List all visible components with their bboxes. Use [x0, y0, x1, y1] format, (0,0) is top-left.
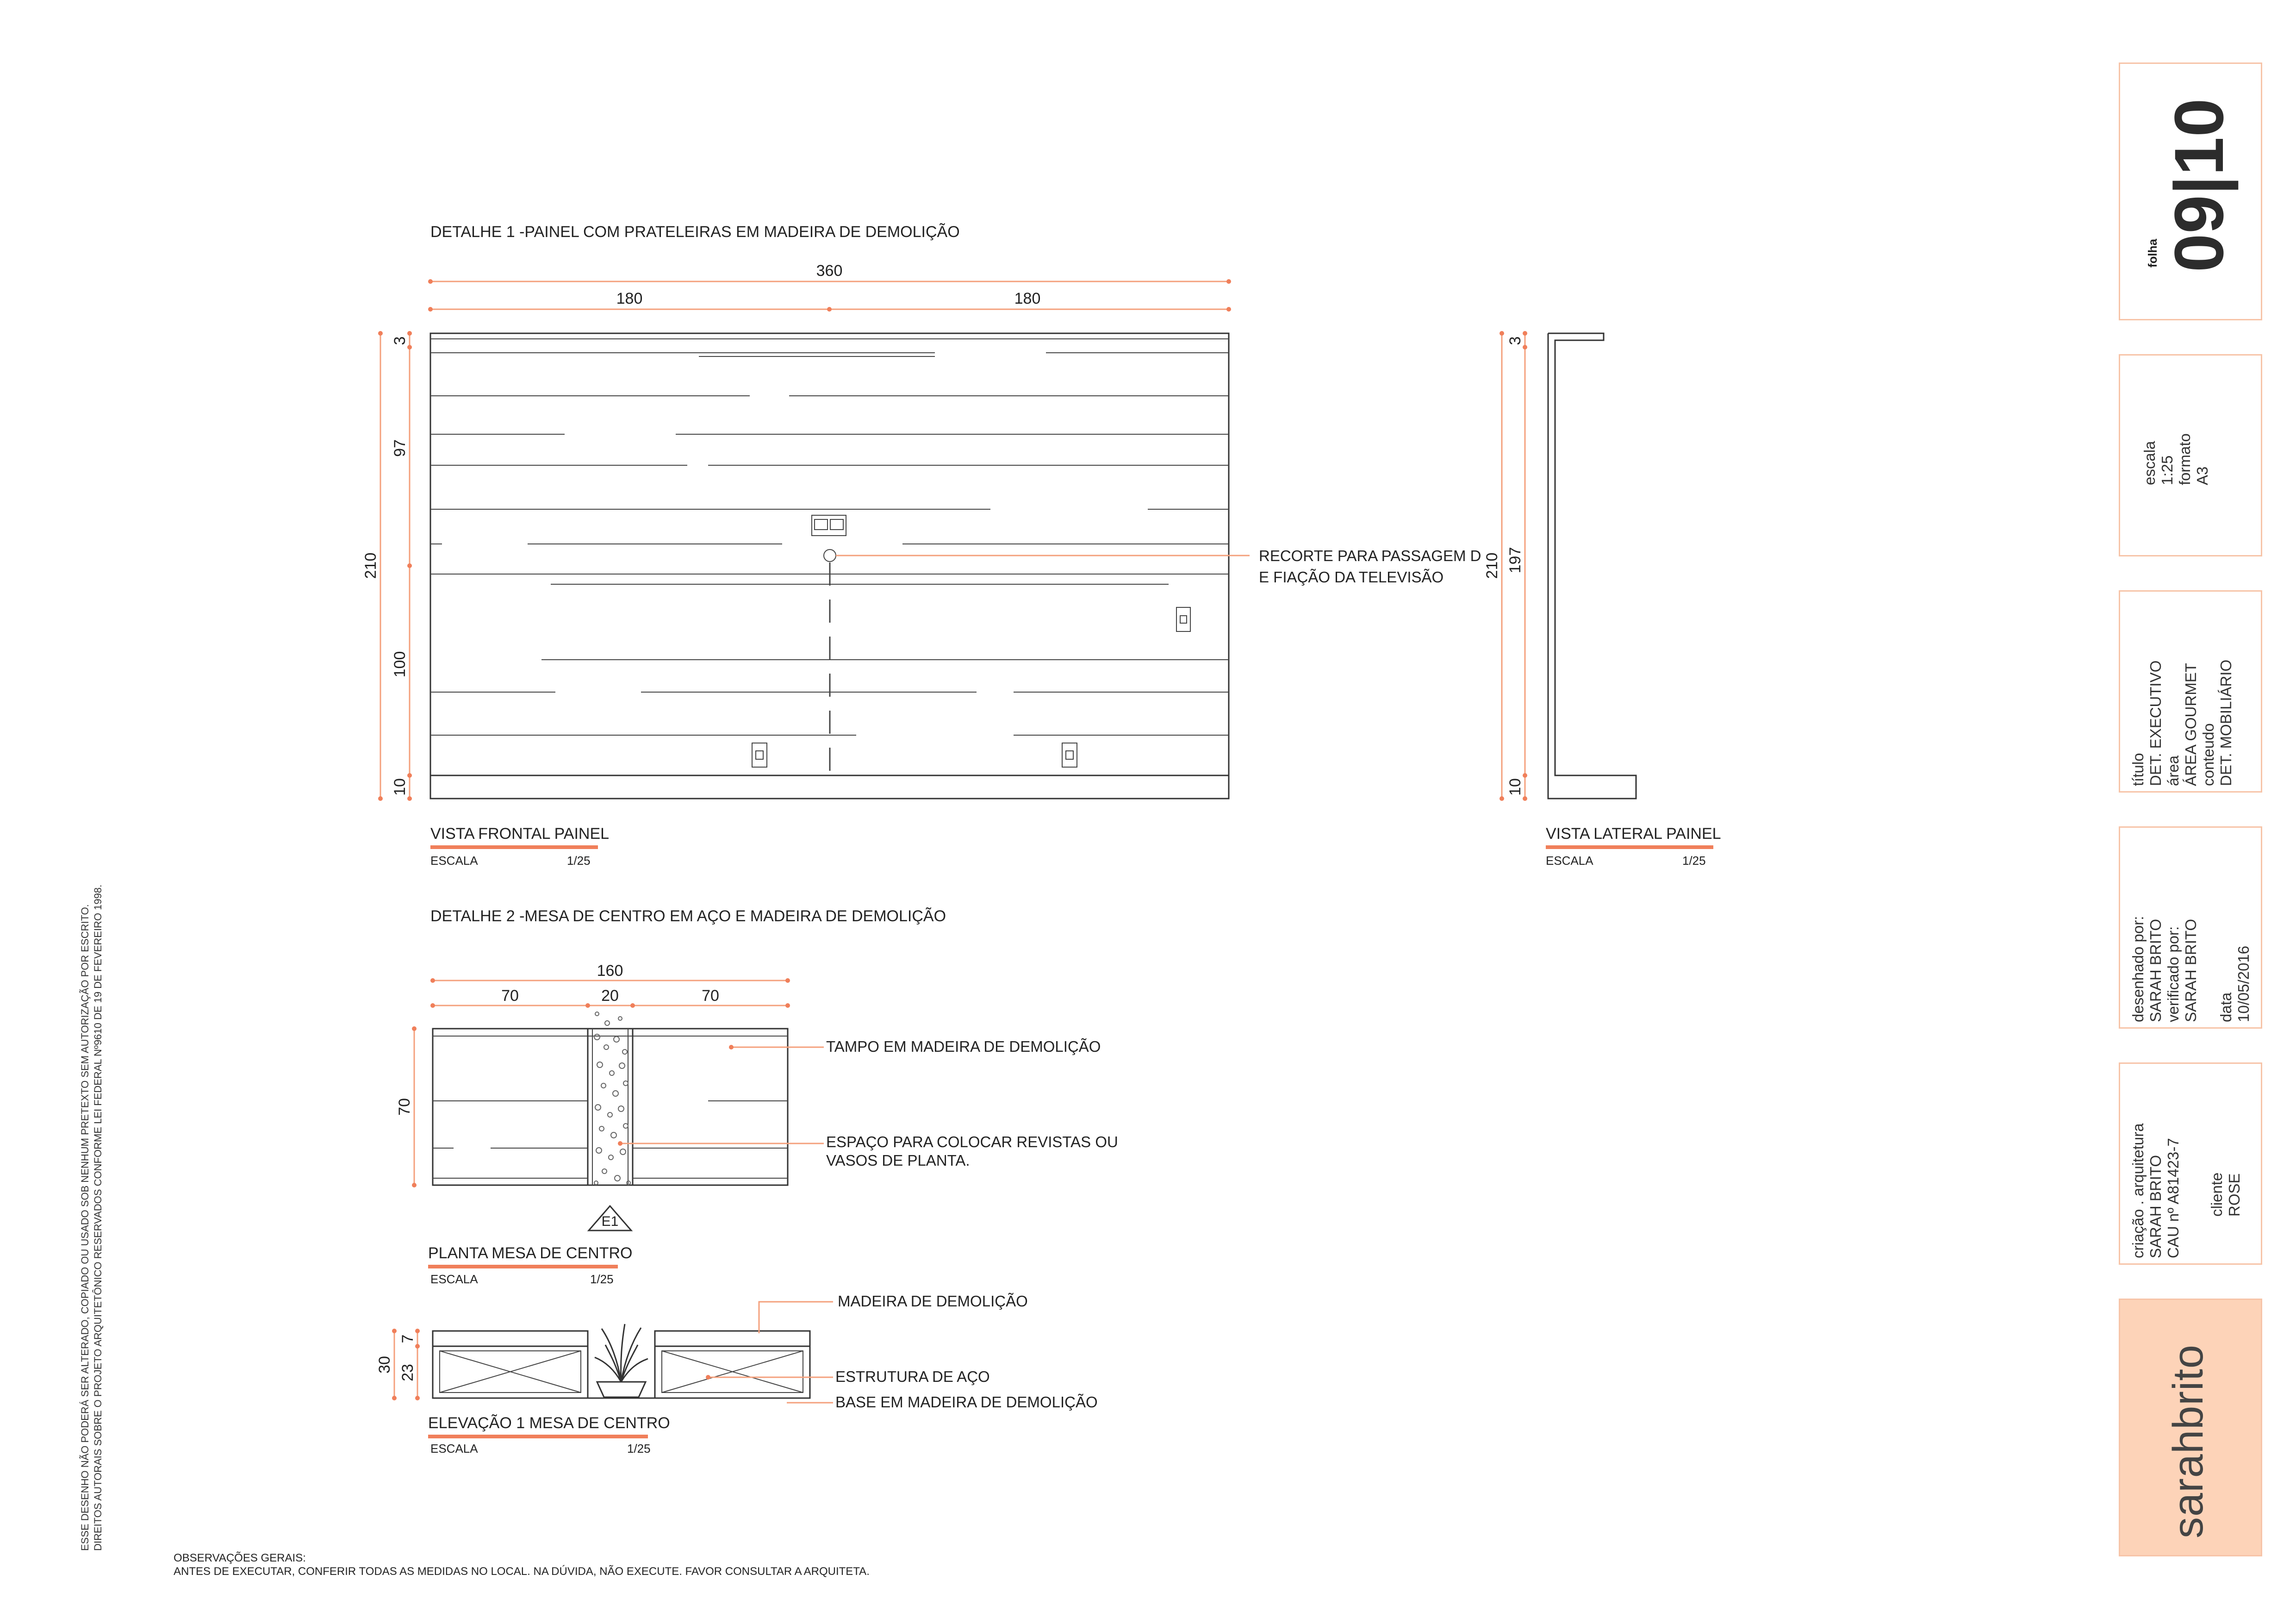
table-dim-right: 70: [702, 987, 719, 1005]
creation-value: SARAH BRITO: [2147, 1155, 2164, 1258]
content-label: conteudo: [2200, 723, 2217, 786]
sheet-number: 09|10: [2160, 98, 2238, 272]
wood-leader: [759, 1302, 833, 1333]
author-block: [2129, 1123, 2182, 1258]
elevation-scale-label: ESCALA: [430, 1442, 478, 1455]
cable-cutout-annotation-line2: E FIAÇÃO DA TELEVISÃO: [1259, 568, 1444, 586]
cau-value: CAU nº A81423-7: [2165, 1138, 2182, 1258]
elevation-underline: [428, 1435, 648, 1438]
section-marker-label: E1: [601, 1214, 619, 1229]
content-value: DET. MOBILIÁRIO: [2217, 659, 2234, 786]
checked-value: SARAH BRITO: [2182, 918, 2199, 1022]
creation-label: criação . arquitetura: [2129, 1123, 2147, 1258]
author-client-box: [2119, 1062, 2262, 1265]
table-width-dimensions: [430, 962, 790, 1008]
scale-value: 1:25: [2159, 455, 2176, 485]
plan-scale-value: 1/25: [590, 1272, 614, 1286]
area-label: área: [2165, 755, 2182, 786]
title-area-box: [2119, 590, 2262, 793]
side-panel-elevation: [1548, 333, 1636, 799]
logo-box: [2119, 1299, 2262, 1556]
detail1-width-dimensions: [428, 262, 1231, 312]
side-dim-mid: 197: [1506, 547, 1524, 574]
checked-label: verificado por:: [2165, 926, 2182, 1022]
drawn-checked-block: [2129, 916, 2200, 1022]
copyright-line2: DIREITOS AUTORAIS SOBRE O PROJETO ARQUITETÔNICO RESERVADOS CONFORME LEI FEDERAL Nº9610 DE 19 DE FEVEREIRO 1998.: [92, 884, 104, 1551]
side-dim-base: 10: [1506, 778, 1524, 796]
client-label: cliente: [2208, 1172, 2225, 1217]
client-block: [2208, 1173, 2243, 1217]
sheet-number-box: [2119, 62, 2262, 320]
detail1-dim-h-upper: 97: [391, 439, 409, 457]
front-view-label: VISTA FRONTAL PAINEL: [430, 825, 610, 843]
drawn-value: SARAH BRITO: [2147, 918, 2164, 1022]
detail1-dim-right: 180: [1014, 290, 1041, 307]
brand-logo: sarahbrito: [2165, 1344, 2212, 1538]
detail1-dim-h-top: 3: [391, 336, 409, 345]
side-view-underline: [1546, 845, 1713, 849]
detail1-dim-left: 180: [616, 290, 643, 307]
table-plan: [433, 1012, 788, 1185]
annotation-space-line2: VASOS DE PLANTA.: [826, 1152, 970, 1169]
detail1-height-dimensions: [362, 331, 412, 801]
table-depth-dimension: [396, 1026, 417, 1187]
table-dim-total: 160: [597, 962, 623, 980]
elev-dim-body: 23: [399, 1364, 417, 1381]
detail1-dim-h-lower: 100: [391, 651, 409, 678]
area-value: ÁREA GOURMET: [2182, 663, 2199, 786]
side-dim-top: 3: [1506, 336, 1524, 345]
side-scale-value: 1/25: [1682, 854, 1706, 868]
plan-label: PLANTA MESA DE CENTRO: [428, 1244, 633, 1262]
notes-text: ANTES DE EXECUTAR, CONFERIR TODAS AS MEDIDAS NO LOCAL. NA DÚVIDA, NÃO EXECUTE. FAVOR CONSULTAR A ARQUITETA.: [174, 1565, 870, 1578]
format-label: formato: [2176, 433, 2193, 485]
side-view-label: VISTA LATERAL PAINEL: [1546, 825, 1721, 843]
client-value: ROSE: [2226, 1173, 2243, 1217]
date-label: data: [2217, 992, 2234, 1022]
elev-dim-top: 7: [399, 1334, 417, 1343]
elev-dim-total: 30: [376, 1356, 393, 1374]
front-view-underline: [430, 845, 598, 849]
side-scale-label: ESCALA: [1546, 854, 1593, 868]
detail1-dim-total: 360: [816, 262, 843, 280]
annotation-space-line1: ESPAÇO PARA COLOCAR REVISTAS OU: [826, 1133, 1118, 1150]
table-dim-mid: 20: [601, 987, 619, 1005]
side-panel-dimensions: [1483, 331, 1527, 801]
title-value: DET. EXECUTIVO: [2147, 660, 2164, 786]
detail1-dim-h-total: 210: [362, 552, 380, 579]
front-scale-label: ESCALA: [430, 854, 478, 868]
detail2-title: DETALHE 2 -MESA DE CENTRO EM AÇO E MADEIRA DE DEMOLIÇÃO: [430, 907, 946, 925]
sheet-label: folha: [2146, 238, 2159, 268]
table-elevation: [433, 1324, 810, 1398]
annotation-base: BASE EM MADEIRA DE DEMOLIÇÃO: [835, 1393, 1098, 1411]
plan-underline: [428, 1265, 618, 1268]
side-dim-total: 210: [1483, 552, 1501, 579]
table-elevation-dimensions: [376, 1329, 420, 1400]
elevation-label: ELEVAÇÃO 1 MESA DE CENTRO: [428, 1414, 670, 1432]
cable-cutout-annotation-line1: RECORTE PARA PASSAGEM D: [1259, 547, 1481, 564]
table-dim-depth: 70: [396, 1098, 413, 1116]
detail1-dim-h-base: 10: [391, 778, 409, 796]
copyright-notice: [79, 885, 105, 1551]
scale-label: escala: [2141, 441, 2158, 485]
scale-format-block: [2141, 433, 2211, 485]
section-marker-e1: [589, 1206, 631, 1230]
elevation-scale-value: 1/25: [627, 1442, 651, 1455]
annotation-top: TAMPO EM MADEIRA DE DEMOLIÇÃO: [826, 1038, 1101, 1055]
table-dim-left: 70: [501, 987, 519, 1005]
date-value: 10/05/2016: [2235, 945, 2252, 1022]
drawn-label: desenhado por:: [2129, 916, 2147, 1022]
plan-scale-label: ESCALA: [430, 1272, 478, 1286]
detail1-title: DETALHE 1 -PAINEL COM PRATELEIRAS EM MADEIRA DE DEMOLIÇÃO: [430, 223, 960, 241]
annotation-steel: ESTRUTURA DE AÇO: [835, 1368, 990, 1385]
scale-format-box: [2119, 354, 2262, 556]
front-panel-elevation: [430, 333, 1229, 799]
format-value: A3: [2194, 466, 2211, 485]
notes-title: OBSERVAÇÕES GERAIS:: [174, 1552, 306, 1564]
front-scale-value: 1/25: [567, 854, 591, 868]
drawn-by-box: [2119, 826, 2262, 1029]
annotation-wood: MADEIRA DE DEMOLIÇÃO: [838, 1293, 1028, 1310]
date-block: [2217, 946, 2252, 1022]
title-label: título: [2129, 753, 2147, 786]
title-area-block: [2129, 660, 2235, 786]
copyright-line1: ESSE DESENHO NÃO PODERÁ SER ALTERADO, COPIADO OU USADO SOB NENHUM PRETEXTO SEM AUTORIZAÇÃO POR ESCRITO.: [79, 904, 91, 1551]
